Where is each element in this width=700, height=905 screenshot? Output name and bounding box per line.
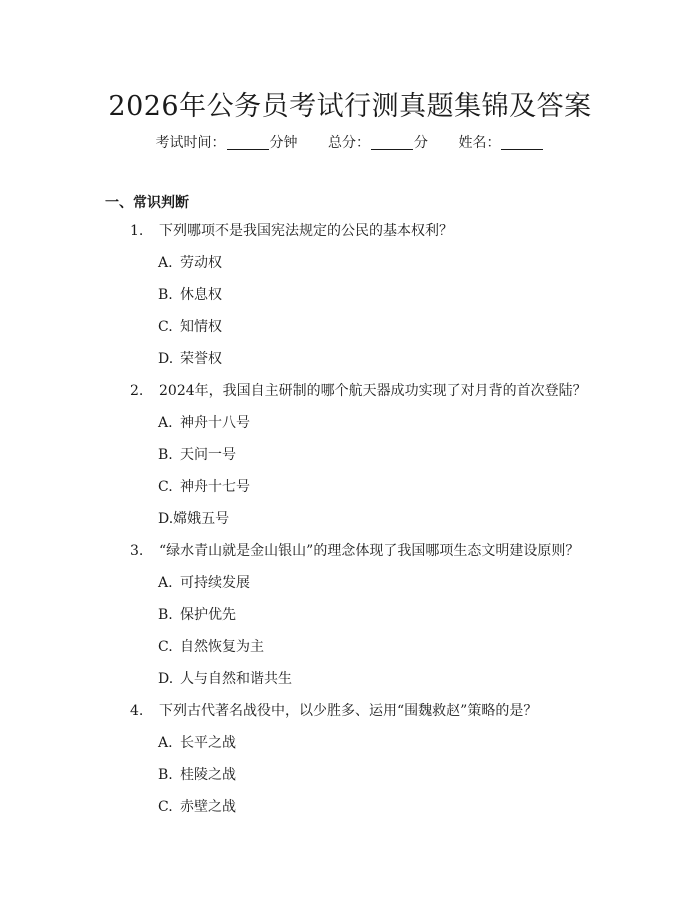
option-letter: C. (158, 319, 173, 335)
total-score-unit: 分 (414, 135, 428, 151)
answer-option (0, 670, 700, 702)
total-score-label: 总分： (328, 135, 370, 151)
answer-option (0, 798, 700, 830)
option-letter: A. (158, 415, 173, 431)
name-label: 姓名： (458, 135, 501, 151)
option-letter: B. (158, 287, 173, 303)
option-text: 天问一号 (180, 447, 236, 463)
option-text: 神舟十八号 (180, 415, 250, 431)
answer-option (0, 574, 700, 606)
option-letter: A. (158, 735, 173, 751)
exam-time-label: 考试时间： (155, 135, 226, 151)
option-text: 劳动权 (180, 255, 222, 271)
answer-option (0, 446, 700, 478)
name-field (458, 132, 544, 152)
option-text: 知情权 (180, 319, 222, 335)
exam-time-field (156, 132, 298, 152)
question-stem (0, 382, 700, 414)
option-letter: D. (158, 351, 174, 367)
question-text: 2024年，我国自主研制的哪个航天器成功实现了对月背的首次登陆？ (159, 383, 587, 399)
option-letter: C. (158, 479, 173, 495)
name-blank (501, 135, 543, 150)
question-text: “绿水青山就是金山银山”的理念体现了我国哪项生态文明建设原则？ (159, 543, 580, 559)
question-number: 3. (130, 543, 144, 559)
option-letter: D. (158, 671, 174, 687)
option-letter: A. (158, 255, 173, 271)
question-number: 4. (130, 703, 144, 719)
answer-option (0, 478, 700, 510)
option-letter: B. (158, 607, 173, 623)
answer-option (0, 414, 700, 446)
exam-time-blank (227, 135, 269, 150)
option-text: 桂陵之战 (180, 767, 236, 783)
answer-option (0, 766, 700, 798)
answer-option (0, 254, 700, 286)
option-letter: C. (158, 799, 173, 815)
option-text: 可持续发展 (180, 575, 250, 591)
section-heading: 一、常识判断 (105, 195, 189, 211)
exam-info-line (0, 132, 700, 152)
option-text: 赤壁之战 (180, 799, 236, 815)
answer-option (0, 734, 700, 766)
question-stem (0, 222, 700, 254)
option-text: 荣誉权 (180, 351, 222, 367)
option-letter: B. (158, 767, 173, 783)
answer-option (0, 350, 700, 382)
option-letter: C. (158, 639, 173, 655)
question-text: 下列古代著名战役中，以少胜多、运用“围魏救赵”策略的是？ (159, 703, 538, 719)
question-stem (0, 702, 700, 734)
question-list (0, 222, 700, 830)
total-score-blank (371, 135, 413, 150)
answer-option (0, 510, 700, 542)
answer-option (0, 606, 700, 638)
question-number: 2. (130, 383, 144, 399)
answer-option (0, 286, 700, 318)
option-text: 休息权 (180, 287, 222, 303)
answer-option (0, 638, 700, 670)
option-text: 长平之战 (180, 735, 236, 751)
option-letter: B. (158, 447, 173, 463)
question-text: 下列哪项不是我国宪法规定的公民的基本权利？ (159, 223, 453, 239)
question-stem (0, 542, 700, 574)
option-text: D.嫦娥五号 (158, 511, 230, 527)
total-score-field (328, 132, 428, 152)
question-number: 1. (130, 223, 144, 239)
exam-time-unit: 分钟 (269, 135, 298, 151)
option-text: 保护优先 (180, 607, 236, 623)
option-letter: A. (158, 575, 173, 591)
page-title: 2026年公务员考试行测真题集锦及答案 (108, 91, 592, 122)
option-text: 神舟十七号 (180, 479, 250, 495)
option-text: 自然恢复为主 (180, 639, 264, 655)
answer-option (0, 318, 700, 350)
option-text: 人与自然和谐共生 (180, 671, 292, 687)
